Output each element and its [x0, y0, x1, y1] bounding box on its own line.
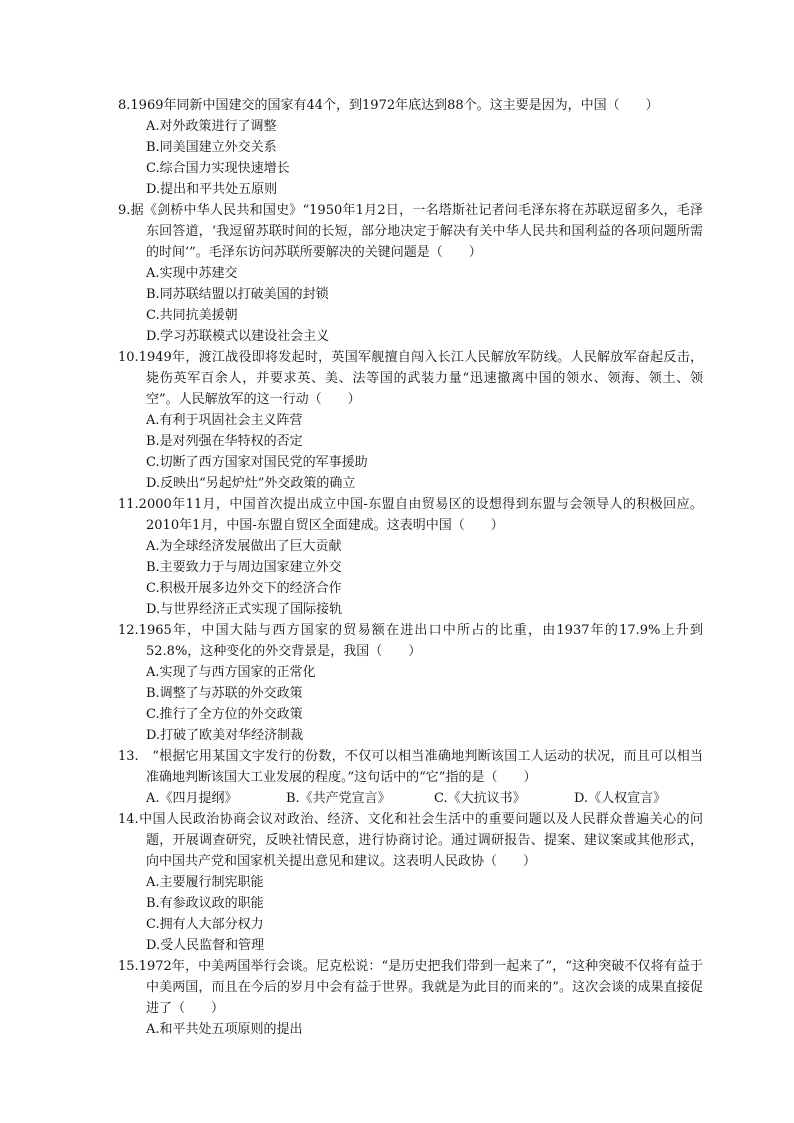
options-row [118, 788, 703, 809]
option-d: D.反映出“另起炉灶”外交政策的确立 [146, 476, 356, 491]
option-d: D.与世界经济正式实现了国际接轨 [146, 602, 343, 617]
option-a: A.为全球经济发展做出了巨大贡献 [146, 539, 342, 554]
option-c: C.积极开展多边外交下的经济合作 [146, 581, 342, 596]
question-list [118, 95, 703, 1040]
option-b: B.同苏联结盟以打破美国的封锁 [146, 287, 329, 302]
question-10 [118, 347, 703, 494]
question-8 [118, 95, 703, 200]
option-b: B.是对列强在华特权的否定 [146, 434, 303, 449]
option-c: C.《大抗议书》 [434, 791, 526, 806]
option-c: C.推行了全方位的外交政策 [146, 707, 303, 722]
option-b: B.调整了与苏联的外交政策 [146, 686, 303, 701]
question-stem: 10.1949年，渡江战役即将发起时，英国军舰擅自闯入长江人民解放军防线。人民解放军奋起反击，毙伤英军百余人，并要求英、美、法等国的武装力量“迅速撤离中国的领水、领海、领土、领空”。人民解放军的这一行动（ ） [118, 350, 703, 407]
question-stem: 15.1972年，中美两国举行会谈。尼克松说：“是历史把我们带到一起来了”，“这种突破不仅将有益于中美两国，而且在今后的岁月中会有益于世界。我就是为此目的而来的”。这次会谈的成果直接促进了（ ） [118, 959, 703, 1016]
option-d: D.学习苏联模式以建设社会主义 [146, 329, 330, 344]
option-c: C.拥有人大部分权力 [146, 917, 264, 932]
option-d: D.受人民监督和管理 [146, 938, 265, 953]
question-stem: 13. “根据它用某国文字发行的份数，不仅可以相当准确地判断该国工人运动的状况，而且可以相当准确地判断该国大工业发展的程度。”这句话中的“它”指的是（ ） [118, 749, 703, 785]
option-c: C.综合国力实现快速增长 [146, 161, 290, 176]
option-b: B.有参政议政的职能 [146, 896, 264, 911]
option-b: B.主要致力于与周边国家建立外交 [146, 560, 342, 575]
option-d: D.提出和平共处五原则 [146, 182, 278, 197]
question-14 [118, 809, 703, 956]
option-b: B.同美国建立外交关系 [146, 140, 277, 155]
option-a: A.对外政策进行了调整 [146, 119, 277, 134]
option-a: A.实现了与西方国家的正常化 [146, 665, 316, 680]
option-b: B.《共产党宣言》 [286, 791, 391, 806]
option-d: D.打破了欧美对华经济制裁 [146, 728, 304, 743]
question-stem: 12.1965年，中国大陆与西方国家的贸易额在进出口中所占的比重，由1937年的17.9%上升到52.8%，这种变化的外交背景是，我国（ ） [118, 623, 703, 659]
option-c: C.共同抗美援朝 [146, 308, 238, 323]
question-13 [118, 746, 703, 809]
question-stem: 11.2000年11月，中国首次提出成立中国-东盟自由贸易区的设想得到东盟与会领导人的积极回应。2010年1月，中国-东盟自贸区全面建成。这表明中国（ ） [118, 497, 703, 533]
option-c: C.切断了西方国家对国民党的军事援助 [146, 455, 368, 470]
question-stem: 8.1969年同新中国建交的国家有44个，到1972年底达到88个。这主要是因为，中国（ ） [118, 98, 659, 113]
option-a: A.主要履行制宪职能 [146, 875, 264, 890]
question-9 [118, 200, 703, 347]
option-a: A.有利于巩固社会主义阵营 [146, 413, 303, 428]
option-d: D.《人权宣言》 [574, 791, 667, 806]
question-stem: 9.据《剑桥中华人民共和国史》“1950年1月2日，一名塔斯社记者问毛泽东将在苏联逗留多久，毛泽东回答道，‘我逗留苏联时间的长短，部分地决定于解决有关中华人民共和国利益的各项问题所需的时间’”。毛泽东访问苏联所要解决的关键问题是（ ） [118, 203, 703, 260]
question-12 [118, 620, 703, 746]
option-a: A.实现中苏建交 [146, 266, 238, 281]
question-11 [118, 494, 703, 620]
question-15 [118, 956, 703, 1040]
option-a: A.《四月提纲》 [146, 791, 238, 806]
question-stem: 14.中国人民政治协商会议对政治、经济、文化和社会生活中的重要问题以及人民群众普遍关心的问题，开展调查研究，反映社情民意，进行协商讨论。通过调研报告、提案、建议案或其他形式，向中国共产党和国家机关提出意见和建议。这表明人民政协（ ） [118, 812, 703, 869]
option-a: A.和平共处五项原则的提出 [146, 1022, 303, 1037]
